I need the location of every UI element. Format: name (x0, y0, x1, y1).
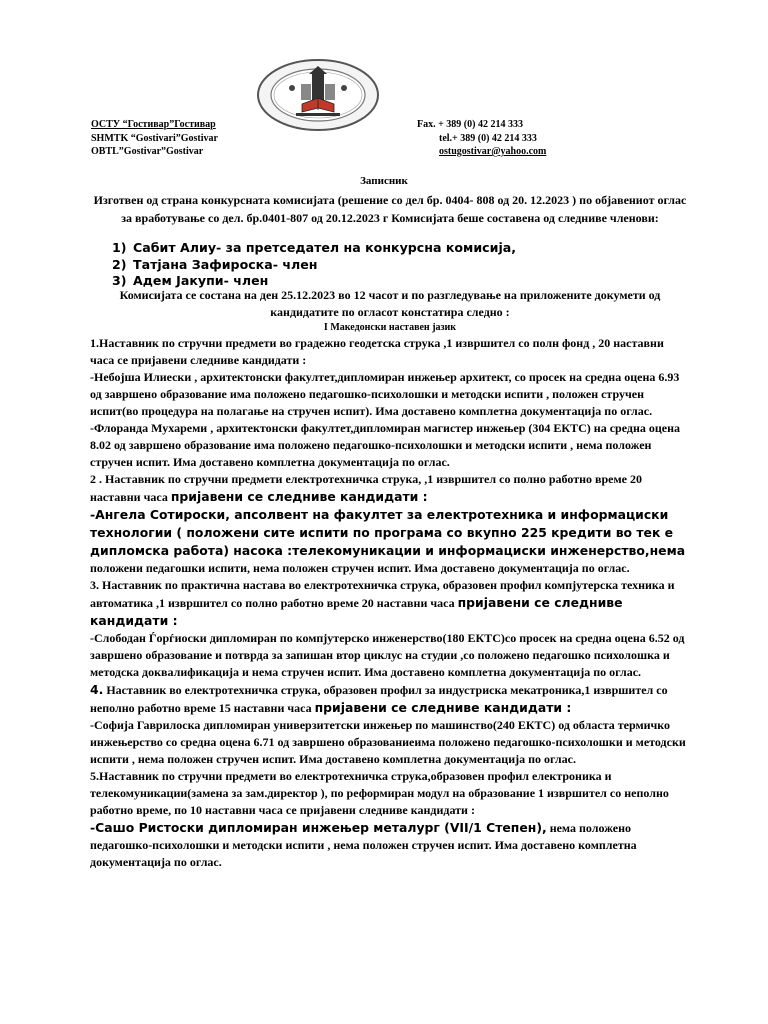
position-1: 1.Наставник по стручни предмети во градежно геодетска струка ,1 извршител со полн фонд , 20 наставни часа се пријавени следниве кандидати : (90, 336, 664, 367)
member-name: Сабит Алиу- за претседател на конкурсна комисија, (133, 240, 517, 255)
member-item: 1) Сабит Алиу- за претседател на конкурсна комисија, (112, 240, 517, 255)
position-3: 3. Наставник по практична настава во електротехничка струка, образoвен профил компјутерска техника и автоматика ,1 извршител со полно работно време 20 наставни часа пријавени се следниве кандидати : (90, 578, 675, 628)
intro-paragraph: Изготвен од страна конкурсната комисијата (решение со дел бр. 0404- 808 од 20. 12.2023 ) по објавениот оглас за вработување со дел. бр.0401-807 од 20.12.2023 г Комисијата беше составена од следниве членови: (93, 193, 687, 225)
member-name: Татјана Зафироска- член (133, 256, 318, 272)
school-name-sq: SHMTK “Gostivari”Gostivar (91, 132, 218, 144)
school-name-tr: OBTL”Gostivar”Gostivar (91, 146, 204, 157)
candidate-2a: -Ангела Сотироски, апсолвент на факултет за електротехника и информациски технологии ( положени сите испити по програма со вкупно 225 кредити во тек е дипломска работа) насока :телекомуникации и информациски инженерство,нема положени педагошки испити, нема положен стручен испит. Има доставено документација по оглас. (90, 507, 686, 575)
tel-number: tel.+ 389 (0) 42 214 333 (439, 132, 537, 144)
fax-number: Fax. + 389 (0) 42 214 333 (417, 119, 523, 130)
candidate-1a: -Небојша Илиески , архитектонски факултет,дипломиран инжењер архитект, со просек на средна оцена 6.93 од завршено образование има положено педагошко-психолошки и методски испити , положен стручен испит(во процедура на полагање на стручен испит). Има доставено комплетна документација по оглас. (90, 370, 680, 418)
document-title: Записник (360, 175, 408, 187)
candidate-4a: -Софија Гаврилоска дипломиран универзитетски инжењер по машинство(240 ЕКТС) од областа термичко инжењерство со средна оцена 6.71 од завршено образованиеима положено педагошко-психолошки и методски испити , нема положен стручен испит. Има доставено комплетна документација по оглас. (90, 718, 686, 766)
committee-members (112, 240, 516, 290)
position-4: 4. Наставник во електротехничка струка, образовен профил за индустриска мекатроника,1 извршител со неполно работно време 15 наставни часа пријавени се следниве кандидати : (90, 682, 668, 715)
member-item: 2) Татјана Зафироска- член (112, 256, 318, 272)
school-names (91, 118, 218, 159)
meeting-paragraph: Комисијата се состана на ден 25.12.2023 во 12 часот и по разгледување на приложените докумети од кандидатите по огласот констатира следно : (119, 288, 661, 319)
school-contacts (417, 118, 546, 159)
school-logo (256, 58, 380, 132)
position-2: 2 . Наставник по стручни предмети електротехничка струка, ,1 извршител со полно работно време 20 наставни часа пријавени се следниве кандидати : (90, 472, 642, 504)
email-link[interactable]: ostugostivar@yahoo.com (439, 146, 547, 157)
document-body (90, 287, 690, 871)
member-name: Адем Јакупи- член (133, 273, 269, 288)
school-name-mk: ОСТУ “Гостивар”Гостивар (91, 119, 216, 130)
candidate-1b: -Флоранда Мухареми , архитектонски факултет,дипломиран магистер инжењер (304 ЕКТС) на средна оцена 8.02 од завршено образование има положено педагошко-психолошки и методски испити , нема положен стручен испит. Има доставено комплетна документација по оглас. (90, 421, 681, 469)
member-item: 3) Адем Јакупи- член (112, 273, 269, 288)
candidate-5a: -Сашо Ристоски дипломиран инжењер металург (VII/1 Степен), нема положено педагошко-психолошки и методски испити , нема положен стручен испит. Има доставено комплетна документација по оглас. (90, 820, 637, 869)
section-heading: I Македонски наставен јазик (323, 322, 457, 333)
candidate-3a: -Слободан Ѓорѓиоски дипломиран по компјутерско инженерство(180 ЕКТС)со просек на средна оцена 6.52 од завршено образование и потврда за запишан втор циклус на студии ,со положено педагошко психолошка и методска доквалификација и нема стручен испит. Има доставено комплетна документација по оглас. (90, 631, 685, 679)
position-5: 5.Наставник по стручни предмети во електротехничка струка,образовен профил електроника и телекомуникации(замена за зам.директор ), по реформиран модул на образование 1 извршител со неполно работно време, по 10 наставни часа се пријавени следниве кандидати : (90, 769, 669, 817)
